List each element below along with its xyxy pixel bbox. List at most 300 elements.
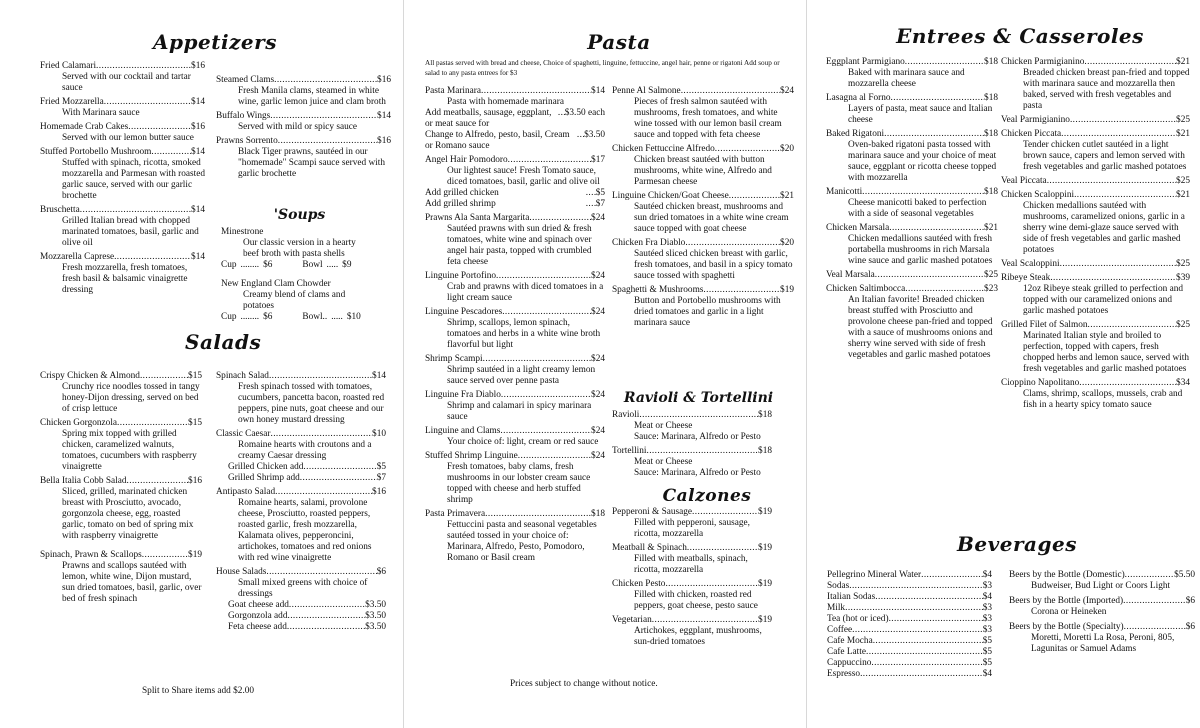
item-header — [425, 509, 605, 520]
item-name: Pasta Marinara — [425, 86, 482, 96]
menu-item — [40, 550, 202, 605]
item-header — [425, 86, 605, 97]
item-name: Cafe Latte — [827, 647, 866, 657]
item-price: $5 — [982, 658, 992, 668]
item-header — [216, 111, 391, 122]
item-price: $10 — [372, 429, 386, 439]
leader-dots — [289, 600, 365, 611]
item-name: Beers by the Bottle (Specialty) — [1009, 622, 1124, 632]
item-header — [1001, 320, 1190, 331]
item-description: Served with mild or spicy sauce — [238, 122, 358, 132]
menu-item — [827, 669, 992, 680]
item-price: $19 — [758, 507, 772, 517]
item-name: Chicken Parmigianino — [1001, 57, 1085, 67]
addon-price: $7 — [376, 473, 386, 483]
item-price: $24 — [591, 426, 605, 436]
pasta-title: Pasta — [587, 30, 651, 54]
menu-item — [425, 451, 605, 506]
appetizers-title: Appetizers — [153, 30, 277, 54]
item-name: Chicken Fra Diablo — [612, 238, 686, 248]
item-price: $21 — [984, 223, 998, 233]
entrees-col2 — [1001, 57, 1190, 414]
item-description: Sautéed sliced chicken breast with garlic, fresh tomatoes, and basil in a spicy tomato sauce tossed with spaghetti — [634, 249, 793, 281]
leader-dots — [862, 187, 984, 198]
leader-dots — [80, 205, 191, 216]
menu-item — [216, 429, 386, 484]
item-header — [425, 271, 605, 282]
item-description: Black Tiger prawns, sautéed in our "homemade" Scampi sauce served with garlic brochette — [238, 147, 385, 179]
extra-text: Change to Alfredo, pesto, basil, Cream or Romano sauce — [425, 130, 570, 151]
item-name: Pellegrino Mineral Water — [827, 570, 922, 580]
leader-dots: ........ — [240, 312, 260, 322]
item-description: Button and Portobello mushrooms with dried tomatoes and garlic in a light marinara sauce — [634, 296, 781, 328]
item-name: Linguine and Clams — [425, 426, 501, 436]
leader-dots — [729, 191, 780, 202]
item-price: $5 — [982, 647, 992, 657]
extra-price: $3.50 each — [564, 108, 605, 118]
item-description: An Italian favorite! Breaded chicken breast stuffed with Prosciutto and provolone cheese pan-fried and topped with a sauce of mushrooms onions and sherry wine served with side of fresh vegetables and garlic mashed potatoes — [848, 295, 993, 360]
cup-label: Cup — [221, 312, 237, 322]
item-header — [40, 550, 202, 561]
leader-dots — [875, 270, 984, 281]
item-price: $39 — [1176, 273, 1190, 283]
item-header — [826, 57, 998, 68]
extra-price: $3.50 — [584, 130, 605, 140]
item-price: $25 — [1176, 115, 1190, 125]
leader-dots — [127, 476, 189, 487]
item-name: Veal Parmigianino — [1001, 115, 1070, 125]
item-description: Tender chicken cutlet sautéed in a light brown sauce, capers and lemon served with fresh vegetables and garlic mashed potatoes — [1023, 140, 1187, 172]
item-price: $16 — [372, 487, 386, 497]
item-price: $19 — [758, 543, 772, 553]
item-name: Lasagna al Forno — [826, 93, 891, 103]
item-name: Angel Hair Pomodoro — [425, 155, 508, 165]
menu-item — [826, 93, 998, 126]
item-header — [1001, 57, 1190, 68]
menu-item — [826, 187, 998, 220]
item-price: $3 — [982, 581, 992, 591]
menu-item — [1001, 176, 1190, 187]
cup-price: $6 — [263, 260, 273, 270]
menu-item — [1001, 259, 1190, 270]
item-header — [40, 418, 202, 429]
item-header — [827, 603, 992, 614]
item-description: Filled with chicken, roasted red peppers, goat cheese, pesto sauce — [634, 590, 758, 611]
item-addon — [216, 600, 386, 611]
item-header — [425, 213, 605, 224]
leader-dots — [274, 75, 377, 86]
menu-item — [40, 122, 205, 144]
item-price: $19 — [758, 615, 772, 625]
menu-item — [425, 86, 605, 152]
ravioli-title: Ravioli & Tortellini — [623, 390, 774, 406]
leader-dots: ........ — [240, 260, 260, 270]
item-description: Fresh Manila clams, steamed in white wine, garlic lemon juice and clam broth — [238, 86, 386, 107]
bowl-label: Bowl.. — [302, 312, 328, 322]
menu-item — [216, 567, 386, 633]
item-price: $24 — [591, 271, 605, 281]
item-name: Ravioli — [612, 410, 640, 420]
leader-dots — [270, 429, 372, 440]
item-header — [216, 136, 391, 147]
item-name: House Salads — [216, 567, 267, 577]
item-description: Layers of pasta, meat sauce and Italian cheese — [848, 104, 993, 125]
leader-dots — [500, 426, 591, 437]
item-name: Antipasto Salad — [216, 487, 276, 497]
item-price: $14 — [191, 147, 205, 157]
item-price: $3 — [982, 603, 992, 613]
item-price: $21 — [1176, 57, 1190, 67]
item-description: Prawns and scallops sautéed with lemon, white wine, Dijon mustard, sun dried tomatoes, basil, garlic, over bed of fresh spinach — [62, 561, 202, 604]
menu-item — [1001, 129, 1190, 173]
item-name: Chicken Gorgonzola — [40, 418, 118, 428]
menu-item — [827, 603, 992, 614]
item-header — [425, 354, 605, 365]
item-header — [827, 636, 992, 647]
item-name: Mozzarella Caprese — [40, 252, 115, 262]
menu-item — [40, 418, 202, 473]
leader-dots — [502, 307, 591, 318]
item-name: Steamed Clams — [216, 75, 275, 85]
menu-item — [827, 658, 992, 669]
item-name: Tortellini — [612, 446, 647, 456]
leader-dots — [287, 611, 365, 622]
item-description: Pieces of fresh salmon sautéed with mushrooms, fresh tomatoes, and white wine tossed with our lemon basil cream sauce and topped with feta cheese — [634, 97, 782, 140]
item-header — [216, 567, 386, 578]
item-price: $16 — [188, 476, 202, 486]
item-price: $16 — [191, 122, 205, 132]
bowl-label: Bowl — [302, 260, 323, 270]
item-description: Chicken medallions sautéed with mushrooms, caramelized onions, garlic in a sherry wine demi-glaze sauce served with side of fresh vegetables and garlic mashed potatoes — [1023, 201, 1185, 255]
soup-item — [221, 227, 371, 271]
extra-text: Add grilled chicken — [425, 188, 499, 198]
item-name: Sodas — [827, 581, 850, 591]
extra-price: $5 — [595, 188, 605, 198]
item-header — [612, 191, 794, 202]
leader-dots — [266, 567, 376, 578]
panel-appetizers-soups-salads — [0, 0, 400, 728]
item-header — [216, 371, 386, 382]
item-header — [216, 429, 386, 440]
item-name: Milk — [827, 603, 846, 613]
item-name: Cafe Mocha — [827, 636, 873, 646]
menu-item — [40, 97, 205, 119]
item-name: Chicken Saltimbocca — [826, 284, 906, 294]
beverages-col2 — [1009, 570, 1195, 658]
leader-dots — [485, 509, 591, 520]
menu-item — [827, 614, 992, 625]
menu-item — [1009, 622, 1195, 655]
item-description: Stuffed with spinach, ricotta, smoked mozzarella and Parmesan with roasted garlic sauce, served with our garlic brochette — [62, 158, 206, 201]
item-description: Oven-baked rigatoni pasta tossed with marinara sauce and your choice of meat sauce, eggplant or ricotta cheese topped with mozzarella — [848, 140, 997, 183]
menu-item — [425, 213, 605, 268]
leader-dots — [875, 592, 982, 603]
item-name: Bruschetta — [40, 205, 80, 215]
menu-item — [40, 371, 202, 415]
item-header — [826, 270, 998, 281]
addon-name: Goat cheese add — [228, 600, 289, 610]
spacer — [276, 312, 298, 323]
leader-dots — [104, 97, 191, 108]
item-description: Baked with marinara sauce and mozzarella cheese — [848, 68, 965, 89]
item-description: Shrimp and calamari in spicy marinara sauce — [447, 401, 592, 422]
item-header — [1001, 190, 1190, 201]
leader-dots — [685, 238, 780, 249]
menu-item — [612, 86, 794, 141]
leader-dots — [703, 285, 780, 296]
bowl-price: $10 — [346, 312, 361, 322]
item-extra — [425, 188, 605, 199]
leader-dots — [860, 669, 983, 680]
item-description: Fresh tomatoes, baby clams, fresh mushrooms in our lobster cream sauce topped with cheese and herb stuffed shrimp — [447, 462, 591, 505]
leader-dots — [481, 86, 591, 97]
item-header — [1001, 259, 1190, 270]
menu-item — [612, 507, 772, 540]
menu-item — [827, 570, 992, 581]
item-price: $18 — [984, 57, 998, 67]
addon-price: $5 — [376, 462, 386, 472]
item-description: With Marinara sauce — [62, 108, 140, 118]
item-price: $4 — [982, 592, 992, 602]
menu-item — [612, 615, 772, 648]
item-description: 12oz Ribeye steak grilled to perfection and topped with our caramelized onions and garlic mashed potatoes — [1023, 284, 1184, 316]
item-sauce: Sauce: Marinara, Alfredo or Pesto — [634, 432, 761, 442]
item-description: Marinated Italian style and broiled to perfection, topped with capers, fresh chopped herbs and lemon sauce, served with fresh vegetables and garlic mashed potatoes — [1023, 331, 1190, 374]
item-header — [40, 97, 205, 108]
item-price: $23 — [984, 284, 998, 294]
item-price: $14 — [377, 111, 391, 121]
leader-dots — [646, 446, 758, 457]
item-name: Manicotti — [826, 187, 863, 197]
soup-description: Creamy blend of clams and potatoes — [243, 290, 346, 311]
item-name: Vegetarian — [612, 615, 652, 625]
item-header — [40, 61, 205, 72]
item-header — [40, 371, 202, 382]
leader-dots — [1084, 57, 1176, 68]
leader-dots — [501, 390, 591, 401]
item-header — [612, 238, 794, 249]
menu-item — [612, 191, 794, 235]
item-name: Fried Calamari — [40, 61, 97, 71]
item-description: Spring mix topped with grilled chicken, caramelized walnuts, tomatoes, cucumbers with raspberry vinaigrette — [62, 429, 197, 472]
extra-text: Add meatballs, sausage, eggplant, or meat sauce for — [425, 108, 552, 129]
item-header — [40, 205, 205, 216]
item-name: Pepperoni & Sausage — [612, 507, 693, 517]
item-description: Fresh spinach tossed with tomatoes, cucumbers, pancetta bacon, roasted red peppers, pine nuts, goat cheese and our own honey mustard dressing — [238, 382, 385, 425]
item-name: Italian Sodas — [827, 592, 876, 602]
leader-dots — [715, 144, 780, 155]
item-name: Linguine Fra Diablo — [425, 390, 501, 400]
item-description: Served with our cocktail and tartar sauce — [62, 72, 191, 93]
split-share-note: Split to Share items add $2.00 — [142, 686, 255, 696]
leader-dots — [529, 213, 591, 224]
item-description: Chicken medallions sautéed with fresh portabella mushrooms in rich Marsala wine sauce and garlic mashed potatoes — [848, 234, 993, 266]
leader-dots — [889, 223, 984, 234]
item-extra — [425, 130, 605, 152]
item-name: Buffalo Wings — [216, 111, 271, 121]
menu-item — [216, 136, 391, 180]
item-description: Pasta with homemade marinara — [447, 97, 564, 107]
item-price: $6 — [376, 567, 386, 577]
item-name: Prawns Ala Santa Margarita — [425, 213, 530, 223]
item-description: Small mixed greens with choice of dressings — [238, 578, 368, 599]
panel-entrees-beverages — [807, 0, 1200, 728]
salads-title: Salads — [185, 330, 262, 354]
item-description: Sautéed prawns with sun dried & fresh tomatoes, white wine and spinach over angel hair pasta, topped with crumbled feta cheese — [447, 224, 592, 267]
leader-dots — [665, 579, 758, 590]
soup-item — [221, 279, 371, 323]
menu-item — [827, 581, 992, 592]
item-header — [1001, 378, 1190, 389]
menu-item — [40, 61, 205, 94]
menu-item — [216, 371, 386, 426]
menu-item — [827, 636, 992, 647]
menu-item — [425, 354, 605, 387]
extra-price: $7 — [595, 199, 605, 209]
item-name: Chicken Scaloppini — [1001, 190, 1075, 200]
item-name: Eggplant Parmigiano — [826, 57, 905, 67]
item-name: Shrimp Scampi — [425, 354, 483, 364]
item-name: Espresso — [827, 669, 861, 679]
item-description: Sliced, grilled, marinated chicken breast with Prosciutto, avocado, gorgonzola cheese, egg, roasted garlic, tomato on bed of spring mix with raspberry vinaigrette — [62, 487, 194, 541]
menu-item — [1009, 596, 1195, 618]
menu-item — [612, 410, 772, 443]
item-name: Spinach, Prawn & Scallops — [40, 550, 142, 560]
item-price: $5.50 — [1174, 570, 1195, 580]
item-description: Cheese manicotti baked to perfection with a side of seasonal vegetables — [848, 198, 987, 219]
menu-item — [425, 509, 605, 564]
soups-list — [221, 227, 371, 326]
item-name: Pasta Primavera — [425, 509, 486, 519]
addon-price: $3.50 — [365, 600, 386, 610]
menu-item — [612, 543, 772, 576]
item-price: $14 — [591, 86, 605, 96]
item-header — [1001, 129, 1190, 140]
item-price: $16 — [377, 136, 391, 146]
menu-item — [1001, 320, 1190, 375]
item-header — [612, 579, 772, 590]
item-price: $18 — [984, 129, 998, 139]
item-addon — [216, 473, 386, 484]
item-description: Romaine hearts with croutons and a creamy Caesar dressing — [238, 440, 372, 461]
menu-item — [425, 390, 605, 423]
soup-sizes — [221, 260, 371, 271]
item-sauce: Sauce: Marinara, Alfredo or Pesto — [634, 468, 761, 478]
item-name: Veal Piccata — [1001, 176, 1047, 186]
item-header — [1001, 273, 1190, 284]
item-name: Cappuccino — [827, 658, 872, 668]
leader-dots — [1088, 320, 1177, 331]
item-description: Romaine hearts, salami, provolone cheese, Prosciutto, roasted peppers, roasted garlic, fresh mozzarella, Kalamata olives, pepperoncini, artichokes, tomatoes and red onions with red wine vinaigrette — [238, 498, 372, 563]
panel-pasta — [404, 0, 804, 728]
item-name: Chicken Marsala — [826, 223, 890, 233]
item-header — [827, 614, 992, 625]
leader-dots — [687, 543, 758, 554]
item-header — [40, 476, 202, 487]
item-name: Meatball & Spinach — [612, 543, 687, 553]
item-price: $18 — [984, 93, 998, 103]
beverages-col1 — [827, 570, 992, 680]
leader-dots — [1050, 273, 1176, 284]
item-price: $16 — [377, 75, 391, 85]
pasta-intro: All pastas served with bread and cheese, Choice of spaghetti, linguine, fettuccine, angel hair, penne or rigatoni Add soup or salad to any pasta entrees for $3 — [425, 59, 780, 77]
item-name: Ribeye Steak — [1001, 273, 1051, 283]
item-price: $14 — [191, 205, 205, 215]
item-header — [827, 625, 992, 636]
item-name: Veal Marsala — [826, 270, 875, 280]
item-name: Tea (hot or iced) — [827, 614, 889, 624]
item-header — [1009, 596, 1195, 607]
item-description: Breaded chicken breast pan-fried and topped with marinara sauce and mozzarella then baked, served with fresh vegetables and pasta — [1023, 68, 1190, 111]
leader-dots — [873, 636, 983, 647]
item-price: $16 — [191, 61, 205, 71]
item-addon — [216, 611, 386, 622]
menu-item — [216, 111, 391, 133]
item-name: Linguine Portofino — [425, 271, 497, 281]
leader-dots — [1061, 129, 1176, 140]
leader-dots — [1124, 622, 1186, 633]
leader-dots — [1070, 115, 1176, 126]
item-name: Grilled Filet of Salmon — [1001, 320, 1088, 330]
soup-sizes — [221, 312, 371, 323]
item-name: Stuffed Portobello Mushroom — [40, 147, 152, 157]
soups-title: 'Soups — [273, 207, 326, 223]
menu-item — [612, 285, 794, 329]
menu-item — [1001, 190, 1190, 256]
item-price: $3 — [982, 625, 992, 635]
item-price: $25 — [984, 270, 998, 280]
item-name: Beers by the Bottle (Imported) — [1009, 596, 1124, 606]
item-price: $19 — [758, 579, 772, 589]
item-header — [425, 451, 605, 462]
item-name: Prawns Sorrento — [216, 136, 278, 146]
leader-dots — [1123, 596, 1186, 607]
item-name: Spaghetti & Mushrooms — [612, 285, 704, 295]
item-name: Baked Rigatoni — [826, 129, 885, 139]
item-price: $18 — [758, 446, 772, 456]
item-name: Fried Mozzarella — [40, 97, 104, 107]
leader-dots — [269, 371, 372, 382]
leader-dots — [681, 86, 780, 97]
item-extra — [425, 108, 605, 130]
item-price: $3 — [982, 614, 992, 624]
menu-item — [1001, 115, 1190, 126]
menu-item — [1009, 570, 1195, 592]
spacer — [276, 260, 298, 271]
menu-item — [1001, 378, 1190, 411]
addon-name: Feta cheese add — [228, 622, 287, 632]
item-price: $34 — [1176, 378, 1190, 388]
item-price: $18 — [758, 410, 772, 420]
leader-dots — [905, 284, 984, 295]
item-header — [40, 122, 205, 133]
item-price: $24 — [591, 307, 605, 317]
item-name: Spinach Salad — [216, 371, 269, 381]
menu-item — [826, 270, 998, 281]
menu-item — [826, 129, 998, 184]
menu-item — [1001, 57, 1190, 112]
item-description: Crab and prawns with diced tomatoes in a light cream sauce — [447, 282, 604, 303]
item-header — [612, 285, 794, 296]
item-header — [1009, 622, 1195, 633]
soup-description: Our classic version in a hearty beef broth with pasta shells — [243, 238, 356, 259]
menu-item — [827, 625, 992, 636]
item-header — [826, 284, 998, 295]
item-header — [40, 252, 205, 263]
item-description: Served with our lemon butter sauce — [62, 133, 194, 143]
leader-dots — [303, 462, 376, 473]
item-price: $6 — [1185, 622, 1195, 632]
